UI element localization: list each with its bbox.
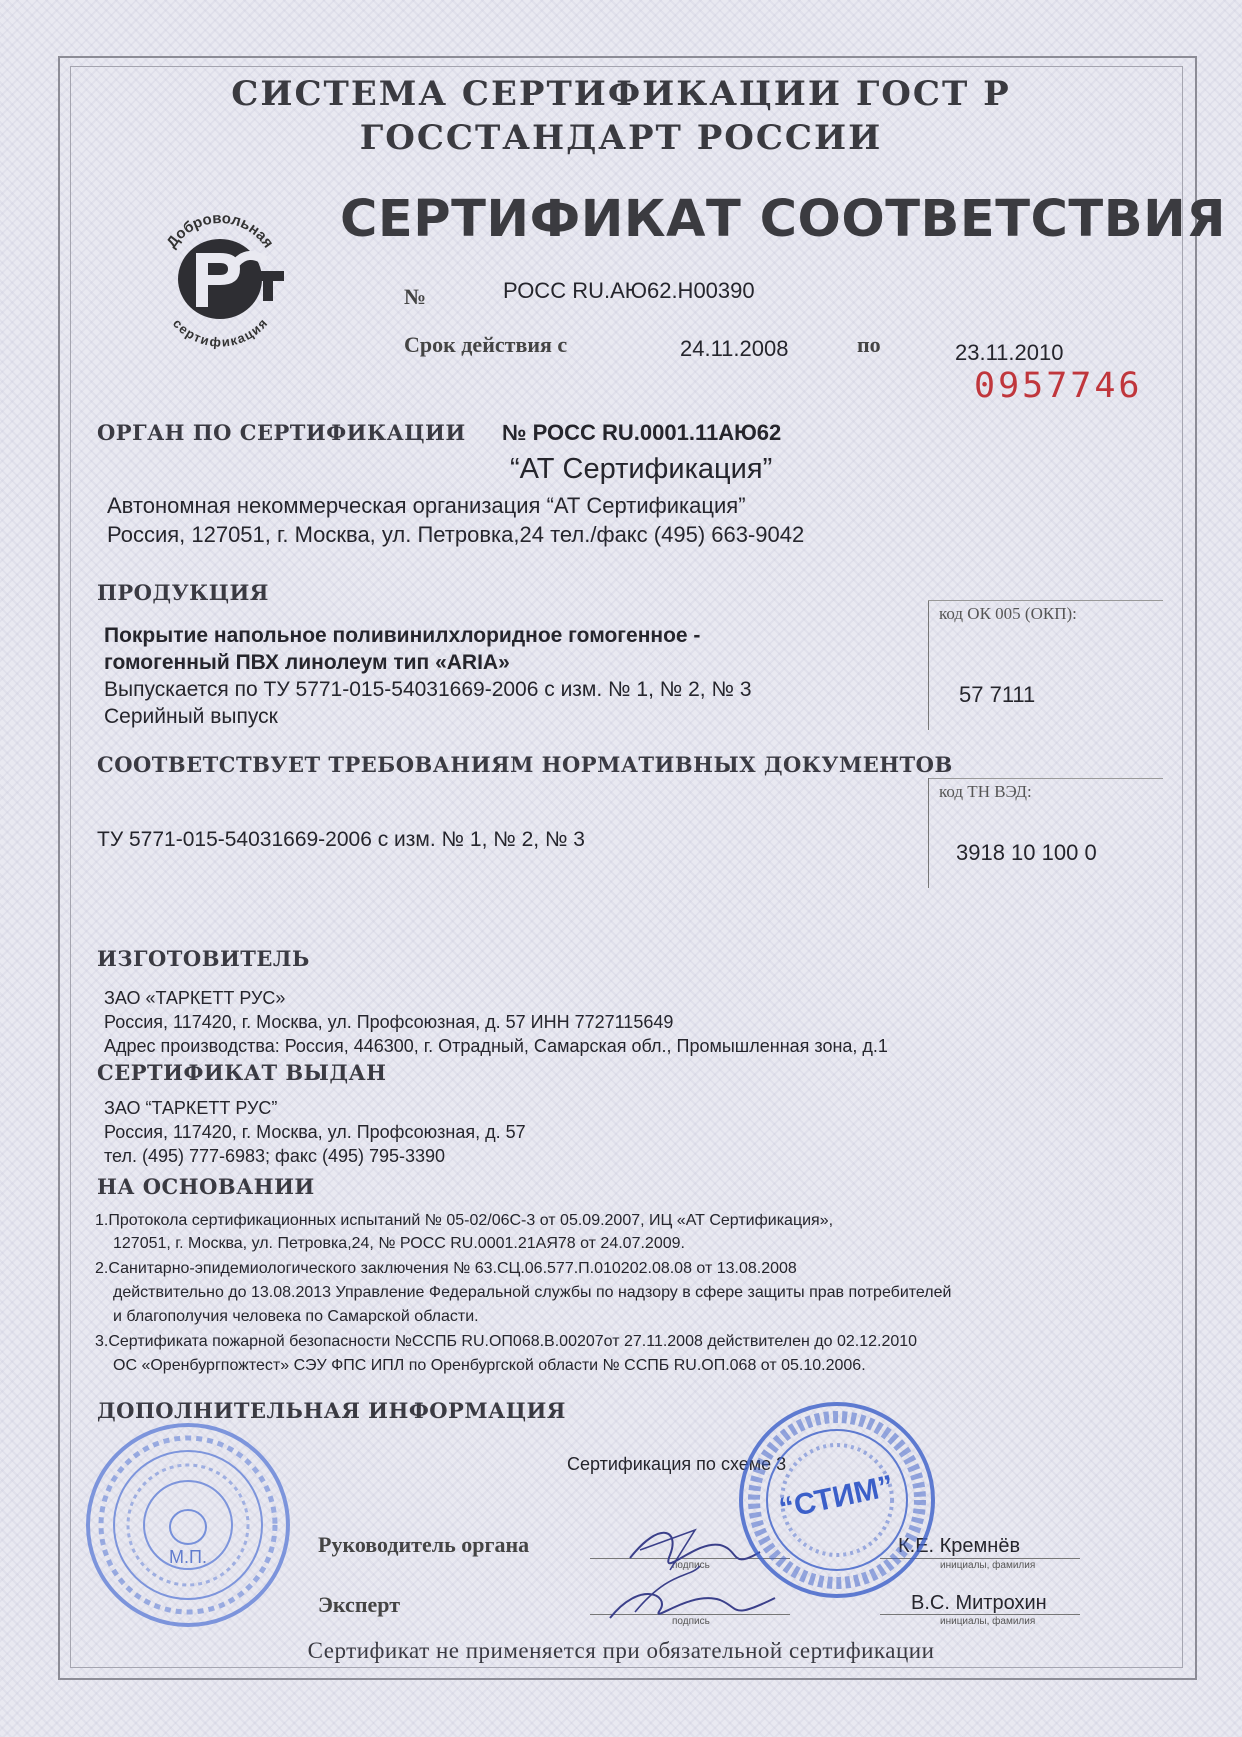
okp-box-top-line: [928, 600, 1163, 601]
serial-number: 0957746: [974, 366, 1143, 406]
expert-signature-label: Эксперт: [318, 1592, 401, 1617]
number-label: №: [404, 284, 427, 309]
validity-from: 24.11.2008: [680, 336, 789, 361]
header-line-2: ГОССТАНДАРТ РОССИИ: [359, 118, 883, 158]
expert-name: В.С. Митрохин: [911, 1592, 1047, 1614]
expert-name-caption: инициалы, фамилия: [940, 1616, 1036, 1627]
head-signature-caption: подпись: [672, 1560, 710, 1571]
okp-code-value: 57 7111: [959, 682, 1036, 707]
expert-name-line: [880, 1614, 1080, 1615]
additional-info-text: Сертификация по схеме 3: [567, 1454, 787, 1474]
product-label: ПРОДУКЦИЯ: [97, 580, 269, 605]
manufacturer-line-3: Адрес производства: Россия, 446300, г. Отрадный, Самарская обл., Промышленная зона, д.1: [104, 1036, 888, 1056]
logo-top-text: Добровольная: [163, 209, 277, 252]
tnved-code-label: код ТН ВЭД:: [939, 782, 1032, 801]
validity-to-label: по: [857, 332, 881, 357]
product-line-2: гомогенный ПВХ линолеум тип «ARIA»: [104, 651, 510, 674]
footer-note: Сертификат не применяется при обязательной сертификации: [307, 1638, 935, 1663]
stamp-stim-text: “СТИМ”: [776, 1469, 897, 1526]
organ-number: № РОСС RU.0001.11АЮ62: [502, 420, 782, 445]
certificate-number: РОСС RU.АЮ62.Н00390: [503, 278, 755, 303]
organ-line-2: Россия, 127051, г. Москва, ул. Петровка,24 тел./факс (495) 663-9042: [107, 522, 805, 547]
organ-line-1: Автономная некоммерческая организация “АТ Сертификация”: [107, 493, 746, 518]
issued-to-line-2: Россия, 117420, г. Москва, ул. Профсоюзная, д. 57: [104, 1122, 526, 1142]
compliance-label: СООТВЕТСТВУЕТ ТРЕБОВАНИЯМ НОРМАТИВНЫХ ДОКУМЕНТОВ: [97, 752, 953, 777]
okp-code-box: [928, 600, 1164, 730]
okp-code-label: код ОК 005 (ОКП):: [939, 604, 1077, 623]
issued-to-line-1: ЗАО “ТАРКЕТТ РУС”: [104, 1098, 278, 1118]
right-stamp-icon: [732, 1395, 942, 1605]
product-line-3: Выпускается по ТУ 5771-015-54031669-2006 с изм. № 1, № 2, № 3: [104, 678, 752, 701]
organ-name: “АТ Сертификация”: [510, 453, 773, 485]
basis-line-1: 1.Протокола сертификационных испытаний № 05-02/06С-3 от 05.09.2007, ИЦ «АТ Сертификация»,: [95, 1212, 834, 1229]
head-name-caption: инициалы, фамилия: [940, 1560, 1036, 1571]
basis-label: НА ОСНОВАНИИ: [97, 1174, 315, 1199]
basis-line-6: 3.Сертификата пожарной безопасности №ССПБ RU.ОП068.В.00207от 27.11.2008 действителен до 02.12.2010: [95, 1333, 918, 1350]
compliance-document: ТУ 5771-015-54031669-2006 с изм. № 1, № 2, № 3: [97, 828, 585, 851]
head-name: К.Е. Кремнёв: [898, 1535, 1021, 1557]
manufacturer-line-2: Россия, 117420, г. Москва, ул. Профсоюзная, д. 57 ИНН 7727115649: [104, 1012, 674, 1032]
basis-line-4: действительно до 13.08.2013 Управление Федеральной службы по надзору в сфере защиты прав потребителей: [113, 1284, 952, 1301]
tnved-code-value: 3918 10 100 0: [956, 840, 1097, 865]
basis-line-5: и благополучия человека по Самарской области.: [113, 1308, 479, 1325]
validity-to: 23.11.2010: [955, 340, 1064, 365]
basis-line-7: ОС «Оренбургпожтест» СЭУ ФПС ИПЛ по Оренбургской области № ССПБ RU.ОП.068 от 05.10.2006.: [113, 1357, 866, 1374]
header-line-1: СИСТЕМА СЕРТИФИКАЦИИ ГОСТ Р: [231, 74, 1011, 114]
left-stamp-icon: [78, 1415, 298, 1635]
product-line-4: Серийный выпуск: [104, 705, 278, 728]
organ-label: ОРГАН ПО СЕРТИФИКАЦИИ: [97, 420, 466, 445]
basis-line-3: 2.Санитарно-эпидемиологического заключения № 63.СЦ.06.577.П.010202.08.08 от 13.08.2008: [95, 1260, 797, 1277]
expert-signature-caption: подпись: [672, 1616, 710, 1627]
product-line-1: Покрытие напольное поливинилхлоридное гомогенное -: [104, 624, 701, 647]
basis-line-2: 127051, г. Москва, ул. Петровка,24, № РОСС RU.0001.21АЯ78 от 24.07.2009.: [113, 1235, 685, 1252]
manufacturer-label: ИЗГОТОВИТЕЛЬ: [97, 946, 310, 971]
validity-label: Срок действия с: [404, 332, 568, 357]
rs-logo-icon: [148, 205, 293, 350]
issued-to-label: СЕРТИФИКАТ ВЫДАН: [97, 1060, 387, 1085]
certificate-title: СЕРТИФИКАТ СООТВЕТСТВИЯ: [340, 190, 1227, 249]
tnved-code-box: [928, 778, 1164, 888]
logo-bottom-text: сертификация: [169, 315, 271, 350]
manufacturer-line-1: ЗАО «ТАРКЕТТ РУС»: [104, 988, 286, 1008]
stamp-mp-text: М.П.: [169, 1547, 207, 1567]
issued-to-line-3: тел. (495) 777-6983; факс (495) 795-3390: [104, 1146, 446, 1166]
additional-info-label: ДОПОЛНИТЕЛЬНАЯ ИНФОРМАЦИЯ: [97, 1398, 566, 1423]
head-signature-label: Руководитель органа: [318, 1532, 530, 1557]
